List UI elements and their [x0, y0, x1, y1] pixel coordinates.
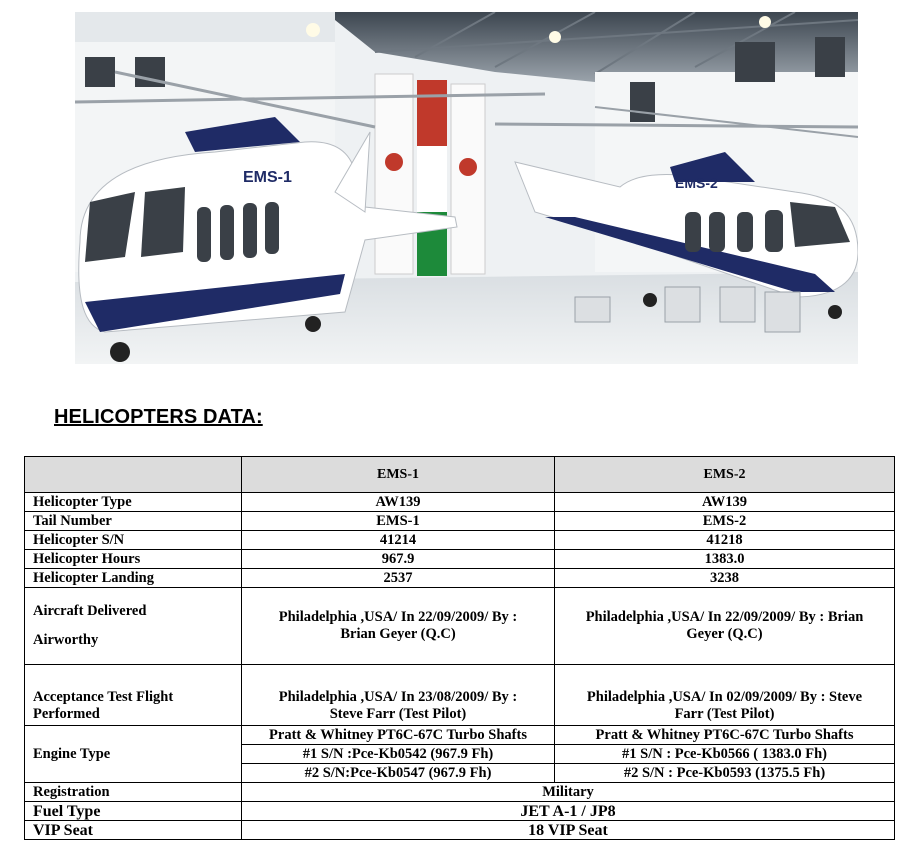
row-label-serial-number: Helicopter S/N	[25, 531, 242, 550]
row-label-vip-seat: VIP Seat	[25, 821, 242, 840]
row-label-registration: Registration	[25, 783, 242, 802]
hangar-illustration	[75, 12, 858, 364]
ems-2-engine-model: Pratt & Whitney PT6C-67C Turbo Shafts	[555, 726, 895, 745]
ems-2-serial-number: 41218	[555, 531, 895, 550]
row-label-fuel-type: Fuel Type	[25, 802, 242, 821]
helicopters-data-table	[24, 456, 895, 840]
vip-seat-value: 18 VIP Seat	[242, 821, 895, 840]
ems-1-delivered	[242, 588, 555, 665]
fuel-type-value: JET A-1 / JP8	[242, 802, 895, 821]
ems-2-tail-number: EMS-2	[555, 512, 895, 531]
label-airworthy: Airworthy	[33, 632, 99, 648]
ems-1-delivered-line1: Philadelphia ,USA/ In 22/09/2009/ By :	[278, 609, 518, 625]
page-title: HELICOPTERS DATA:	[54, 406, 263, 428]
ems-1-helicopter-landing: 2537	[242, 569, 555, 588]
label-acceptance-test-flight: Acceptance Test Flight	[33, 689, 174, 705]
ems-2-marking: EMS-2	[675, 175, 718, 191]
row-label-aircraft-delivered	[25, 588, 242, 665]
table-header-row	[25, 457, 895, 493]
ems-1-engine-2: #2 S/N:Pce-Kb0547 (967.9 Fh)	[242, 764, 555, 783]
registration-value: Military	[242, 783, 895, 802]
ems-2-engine-2: #2 S/N : Pce-Kb0593 (1375.5 Fh)	[555, 764, 895, 783]
row-label-helicopter-type: Helicopter Type	[25, 493, 242, 512]
table-row	[25, 493, 895, 512]
ems-2-helicopter-hours: 1383.0	[555, 550, 895, 569]
helicopters-photo	[75, 12, 858, 364]
ems-2-acceptance-line2: Farr (Test Pilot)	[674, 706, 775, 722]
ems-1-acceptance	[242, 665, 555, 726]
ems-2-acceptance	[555, 665, 895, 726]
ems-2-helicopter-type: AW139	[555, 493, 895, 512]
row-label-helicopter-landing: Helicopter Landing	[25, 569, 242, 588]
ems-1-marking: EMS-1	[243, 169, 292, 186]
ems-1-tail-number: EMS-1	[242, 512, 555, 531]
ems-2-delivered-line2: Geyer (Q.C)	[686, 626, 763, 642]
ems-1-acceptance-line1: Philadelphia ,USA/ In 23/08/2009/ By :	[278, 689, 518, 705]
table-row	[25, 588, 895, 665]
ems-1-helicopter-hours: 967.9	[242, 550, 555, 569]
header-ems-1: EMS-1	[242, 457, 555, 493]
table-row	[25, 550, 895, 569]
ems-2-engine-1: #1 S/N : Pce-Kb0566 ( 1383.0 Fh)	[555, 745, 895, 764]
ems-2-delivered	[555, 588, 895, 665]
table-row	[25, 512, 895, 531]
header-corner-cell	[25, 457, 242, 493]
row-label-acceptance-test-flight	[25, 665, 242, 726]
table-row	[25, 821, 895, 840]
ems-1-engine-model: Pratt & Whitney PT6C-67C Turbo Shafts	[242, 726, 555, 745]
ems-1-serial-number: 41214	[242, 531, 555, 550]
row-label-tail-number: Tail Number	[25, 512, 242, 531]
row-label-helicopter-hours: Helicopter Hours	[25, 550, 242, 569]
table-row	[25, 531, 895, 550]
table-row	[25, 783, 895, 802]
ems-2-helicopter-landing: 3238	[555, 569, 895, 588]
ems-1-delivered-line2: Brian Geyer (Q.C)	[340, 626, 456, 642]
row-label-engine-type: Engine Type	[25, 726, 242, 783]
table-row	[25, 569, 895, 588]
label-aircraft-delivered: Aircraft Delivered	[33, 603, 147, 619]
ems-1-helicopter-type: AW139	[242, 493, 555, 512]
ems-1-engine-1: #1 S/N :Pce-Kb0542 (967.9 Fh)	[242, 745, 555, 764]
label-performed: Performed	[33, 706, 100, 722]
table-row	[25, 665, 895, 726]
ems-2-delivered-line1: Philadelphia ,USA/ In 22/09/2009/ By : Brian	[585, 609, 864, 625]
ems-2-acceptance-line1: Philadelphia ,USA/ In 02/09/2009/ By : Steve	[586, 689, 863, 705]
table-row	[25, 726, 895, 745]
table-row	[25, 802, 895, 821]
header-ems-2: EMS-2	[555, 457, 895, 493]
ems-1-acceptance-line2: Steve Farr (Test Pilot)	[329, 706, 467, 722]
